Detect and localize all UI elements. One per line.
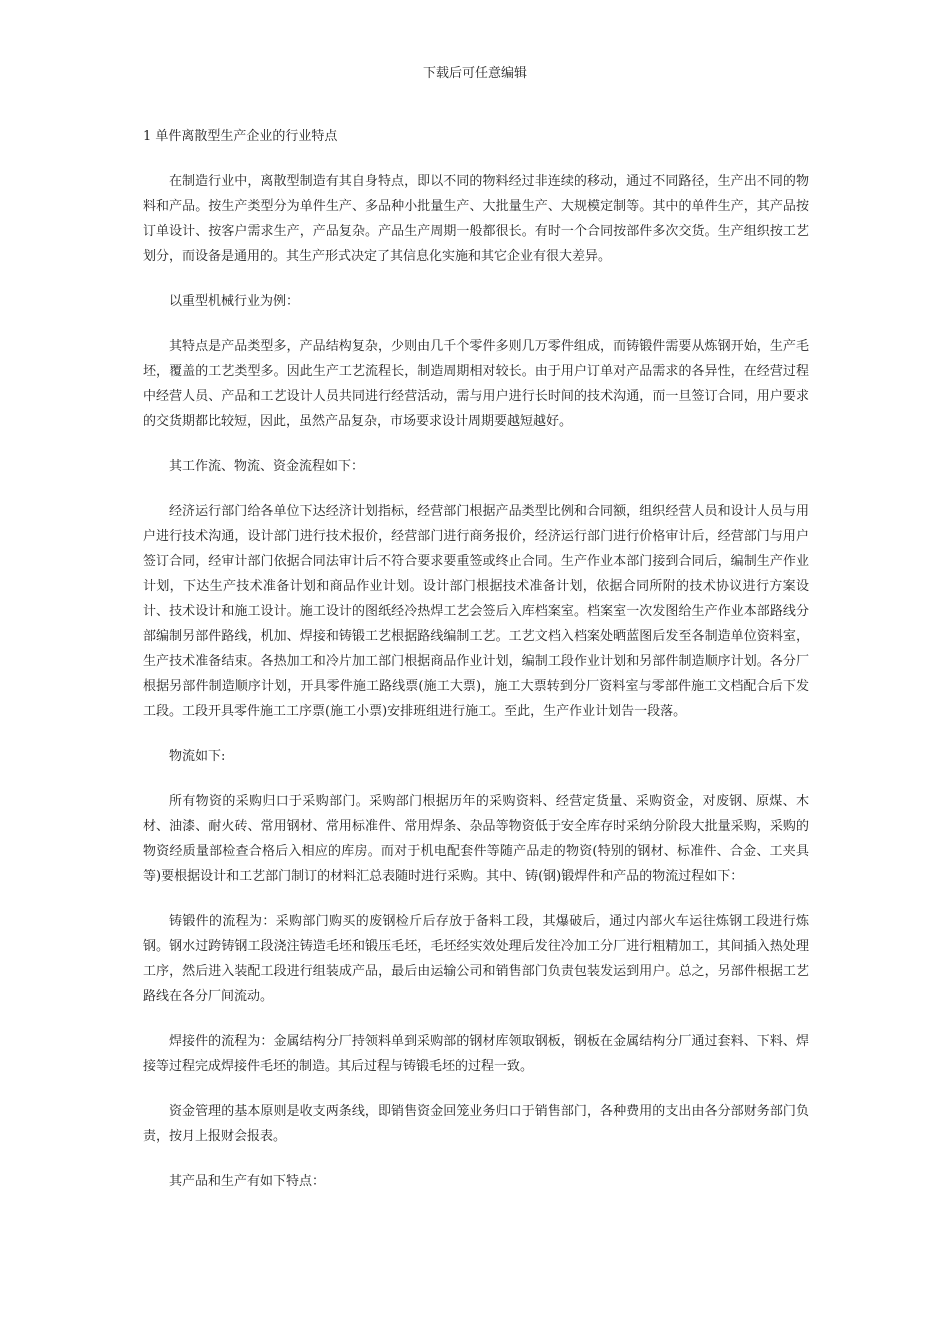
paragraph-flows-lead: 其工作流、物流、资金流程如下：	[169, 459, 365, 474]
paragraph-forging-flow: 铸锻件的流程为：采购部门购买的废钢检斤后存放于备料工段，其爆破后，通过内部火车运往炼钢工段进行炼钢。钢水过跨铸钢工段浇注铸造毛坯和锻压毛坯，毛坯经实效处理后发往冷加工分厂进行粗精加工，其间插入热处理工序，然后进入装配工段进行组装成产品，最后由运输公司和销售部门负责包装发运到用户。总之，另部件根据工艺路线在各分厂间流动。	[143, 914, 809, 1004]
paragraph-procurement: 所有物资的采购归口于采购部门。采购部门根据历年的采购资料、经营定货量、采购资金，对废钢、原煤、木材、油漆、耐火砖、常用钢材、常用标准件、常用焊条、杂品等物资低于安全库存时采纳分阶段大批量采购，采购的物资经质量部检查合格后入相应的库房。而对于机电配套件等随产品走的物资(特别的钢材、标准件、合金、工夹具等)要根据设计和工艺部门制订的材料汇总表随时进行采购。其中、铸(钢)锻焊件和产品的物流过程如下：	[143, 794, 809, 884]
paragraph-funds: 资金管理的基本原则是收支两条线，即销售资金回笼业务归口于销售部门，各种费用的支出由各分部财务部门负责，按月上报财会报表。	[143, 1104, 809, 1144]
paragraph-logistics-lead: 物流如下:	[169, 749, 226, 764]
paragraph-product-features-lead: 其产品和生产有如下特点：	[169, 1174, 326, 1189]
paragraph-intro: 在制造行业中，离散型制造有其自身特点，即以不同的物料经过非连续的移动，通过不同路径，生产出不同的物料和产品。按生产类型分为单件生产、多品种小批量生产、大批量生产、大规模定制等。其中的单件生产，其产品按订单设计、按客户需求生产，产品复杂。产品生产周期一般都很长。有时一个合同按部件多次交货。生产组织按工艺划分，而设备是通用的。其生产形式决定了其信息化实施和其它企业有很大差异。	[143, 174, 809, 264]
header-note: 下载后可任意编辑	[422, 66, 527, 81]
paragraph-characteristics: 其特点是产品类型多，产品结构复杂，少则由几千个零件多则几万零件组成，而铸锻件需要从炼钢开始，生产毛坯，覆盖的工艺类型多。因此生产工艺流程长，制造周期相对较长。由于用户订单对产品需求的各异性，在经营过程中经营人员、产品和工艺设计人员共同进行经营活动，需与用户进行长时间的技术沟通，而一旦签订合同，用户要求的交货期都比较短，因此，虽然产品复杂，市场要求设计周期要越短越好。	[143, 339, 809, 429]
paragraph-workflow: 经济运行部门给各单位下达经济计划指标，经营部门根据产品类型比例和合同额，组织经营人员和设计人员与用户进行技术沟通，设计部门进行技术报价，经营部门进行商务报价，经济运行部门进行价格审计后，经营部门与用户签订合同，经审计部门依据合同法审计后不符合要求要重签或终止合同。生产作业本部门接到合同后，编制生产作业计划，下达生产技术准备计划和商品作业计划。设计部门根据技术准备计划，依据合同所附的技术协议进行方案设计、技术设计和施工设计。施工设计的图纸经冷热焊工艺会签后入库档案室。档案室一次发图给生产作业本部路线分部编制另部件路线，机加、焊接和铸锻工艺根据路线编制工艺。工艺文档入档案处晒蓝图后发至各制造单位资料室，生产技术准备结束。各热加工和冷片加工部门根据商品作业计划，编制工段作业计划和另部件制造顺序计划。各分厂根据另部件制造顺序计划，开具零件施工路线票(施工大票)，施工大票转到分厂资料室与零部件施工文档配合后下发工段。工段开具零件施工工序票(施工小票)安排班组进行施工。至此，生产作业计划告一段落。	[143, 504, 809, 719]
section-heading: 1 单件离散型生产企业的行业特点	[143, 129, 338, 144]
paragraph-example-lead: 以重型机械行业为例：	[169, 294, 300, 309]
document-body	[143, 124, 809, 1214]
paragraph-welding-flow: 焊接件的流程为：金属结构分厂持领料单到采购部的钢材库领取钢板，钢板在金属结构分厂通过套料、下料、焊接等过程完成焊接件毛坯的制造。其后过程与铸锻毛坯的过程一致。	[143, 1034, 809, 1074]
